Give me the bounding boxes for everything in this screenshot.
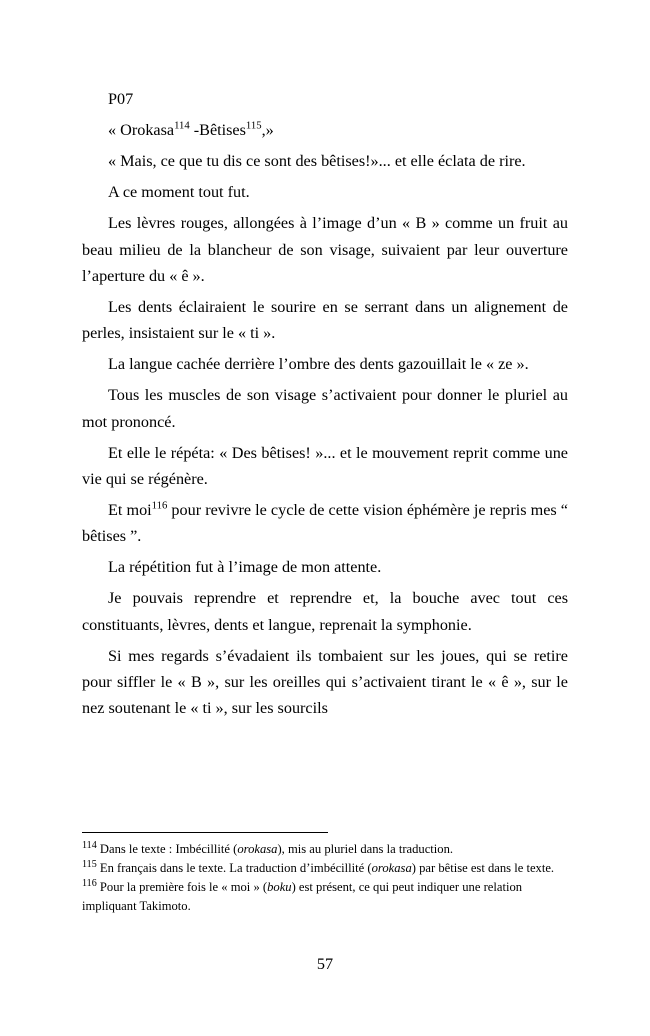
footnote-text-before: Dans le texte : Imbécillité ( xyxy=(99,842,238,856)
paragraph-text: La répétition fut à l’image de mon attente. xyxy=(108,558,382,577)
paragraph-text: La langue cachée derrière l’ombre des dents gazouillait le « ze ». xyxy=(108,355,529,374)
footnote-ref-116[interactable]: 116 xyxy=(151,499,168,512)
paragraph-text: Et elle le répéta: « Des bêtises! »... et le mouvement reprit comme une vie qui se régénère. xyxy=(82,443,568,488)
footnote-italic-term: orokasa xyxy=(237,842,278,856)
paragraph-jepouvais xyxy=(82,585,568,637)
paragraph-regards xyxy=(82,643,568,722)
footnote-marker: 114 xyxy=(82,839,97,851)
paragraph-text-mid: -Bêtises xyxy=(189,121,246,140)
footnote-114 xyxy=(82,840,568,859)
paragraph-text-tail: ,» xyxy=(261,121,274,140)
paragraph-text: P07 xyxy=(108,90,134,108)
footnote-italic-term: boku xyxy=(267,879,292,894)
paragraph-dents xyxy=(82,294,568,346)
paragraph-langue xyxy=(82,351,568,377)
paragraph-text: Les dents éclairaient le sourire en se serrant dans un alignement de perles, insistaient sur le « ti ». xyxy=(82,297,568,343)
paragraph-muscles xyxy=(82,382,568,434)
paragraph-text: Je pouvais reprendre et reprendre et, la bouche avec tout ces constituants, lèvres, dents et langue, reprenait la symphonie. xyxy=(82,589,568,634)
footnote-ref-114[interactable]: 114 xyxy=(174,119,190,132)
paragraph-mais xyxy=(82,148,568,174)
paragraph-text: Et moi xyxy=(108,501,152,520)
paragraph-text: « Orokasa xyxy=(108,121,175,140)
paragraph-etmoi xyxy=(82,497,568,549)
footnote-separator-rule xyxy=(82,832,328,833)
footnote-text-after: ), mis au pluriel dans la traduction. xyxy=(277,842,454,856)
paragraph-p07 xyxy=(82,86,568,112)
paragraph-text-mid: pour revivre le cycle de cette vision éphémère je repris mes “ bêtises ”. xyxy=(82,501,568,546)
footnote-text-after: ) par bêtise est dans le texte. xyxy=(411,860,555,875)
paragraph-ace xyxy=(82,179,568,205)
footnote-area xyxy=(82,832,568,916)
paragraph-text: Tous les muscles de son visage s’activaient pour donner le pluriel au mot prononcé. xyxy=(82,386,568,431)
paragraph-repetition xyxy=(82,554,568,580)
footnote-115 xyxy=(82,859,568,878)
paragraph-levres xyxy=(82,210,568,289)
paragraph-orokasa xyxy=(82,117,568,143)
paragraph-text: Si mes regards s’évadaient ils tombaient sur les joues, qui se retire pour siffler le « B », sur les oreilles qui s’activaient tirant le « ê », sur le nez soutenant le « ti », sur les sourcils xyxy=(82,646,568,718)
footnote-116 xyxy=(82,878,568,916)
paragraph-repeta xyxy=(82,440,568,492)
paragraph-text: Les lèvres rouges, allongées à l’image d’un « B » comme un fruit au beau milieu de la blancheur de son visage, suivaient par leur ouverture l’aperture du « ê ». xyxy=(82,214,568,285)
paragraph-text: A ce moment tout fut. xyxy=(108,183,250,202)
page-number: 57 xyxy=(316,955,334,973)
footnote-italic-term: orokasa xyxy=(371,860,412,875)
paragraph-text: « Mais, ce que tu dis ce sont des bêtises!»... et elle éclata de rire. xyxy=(108,152,526,171)
footnote-text-before: Pour la première fois le « moi » ( xyxy=(99,879,268,894)
footnote-marker: 115 xyxy=(82,858,97,870)
footnote-text-before: En français dans le texte. La traduction d’imbécillité ( xyxy=(99,860,372,875)
footnote-text-after: ) est présent, ce qui peut indiquer une relation impliquant Takimoto. xyxy=(82,879,523,913)
footnote-marker: 116 xyxy=(82,877,97,889)
footnote-ref-115[interactable]: 115 xyxy=(245,119,262,132)
page-body xyxy=(82,86,568,726)
